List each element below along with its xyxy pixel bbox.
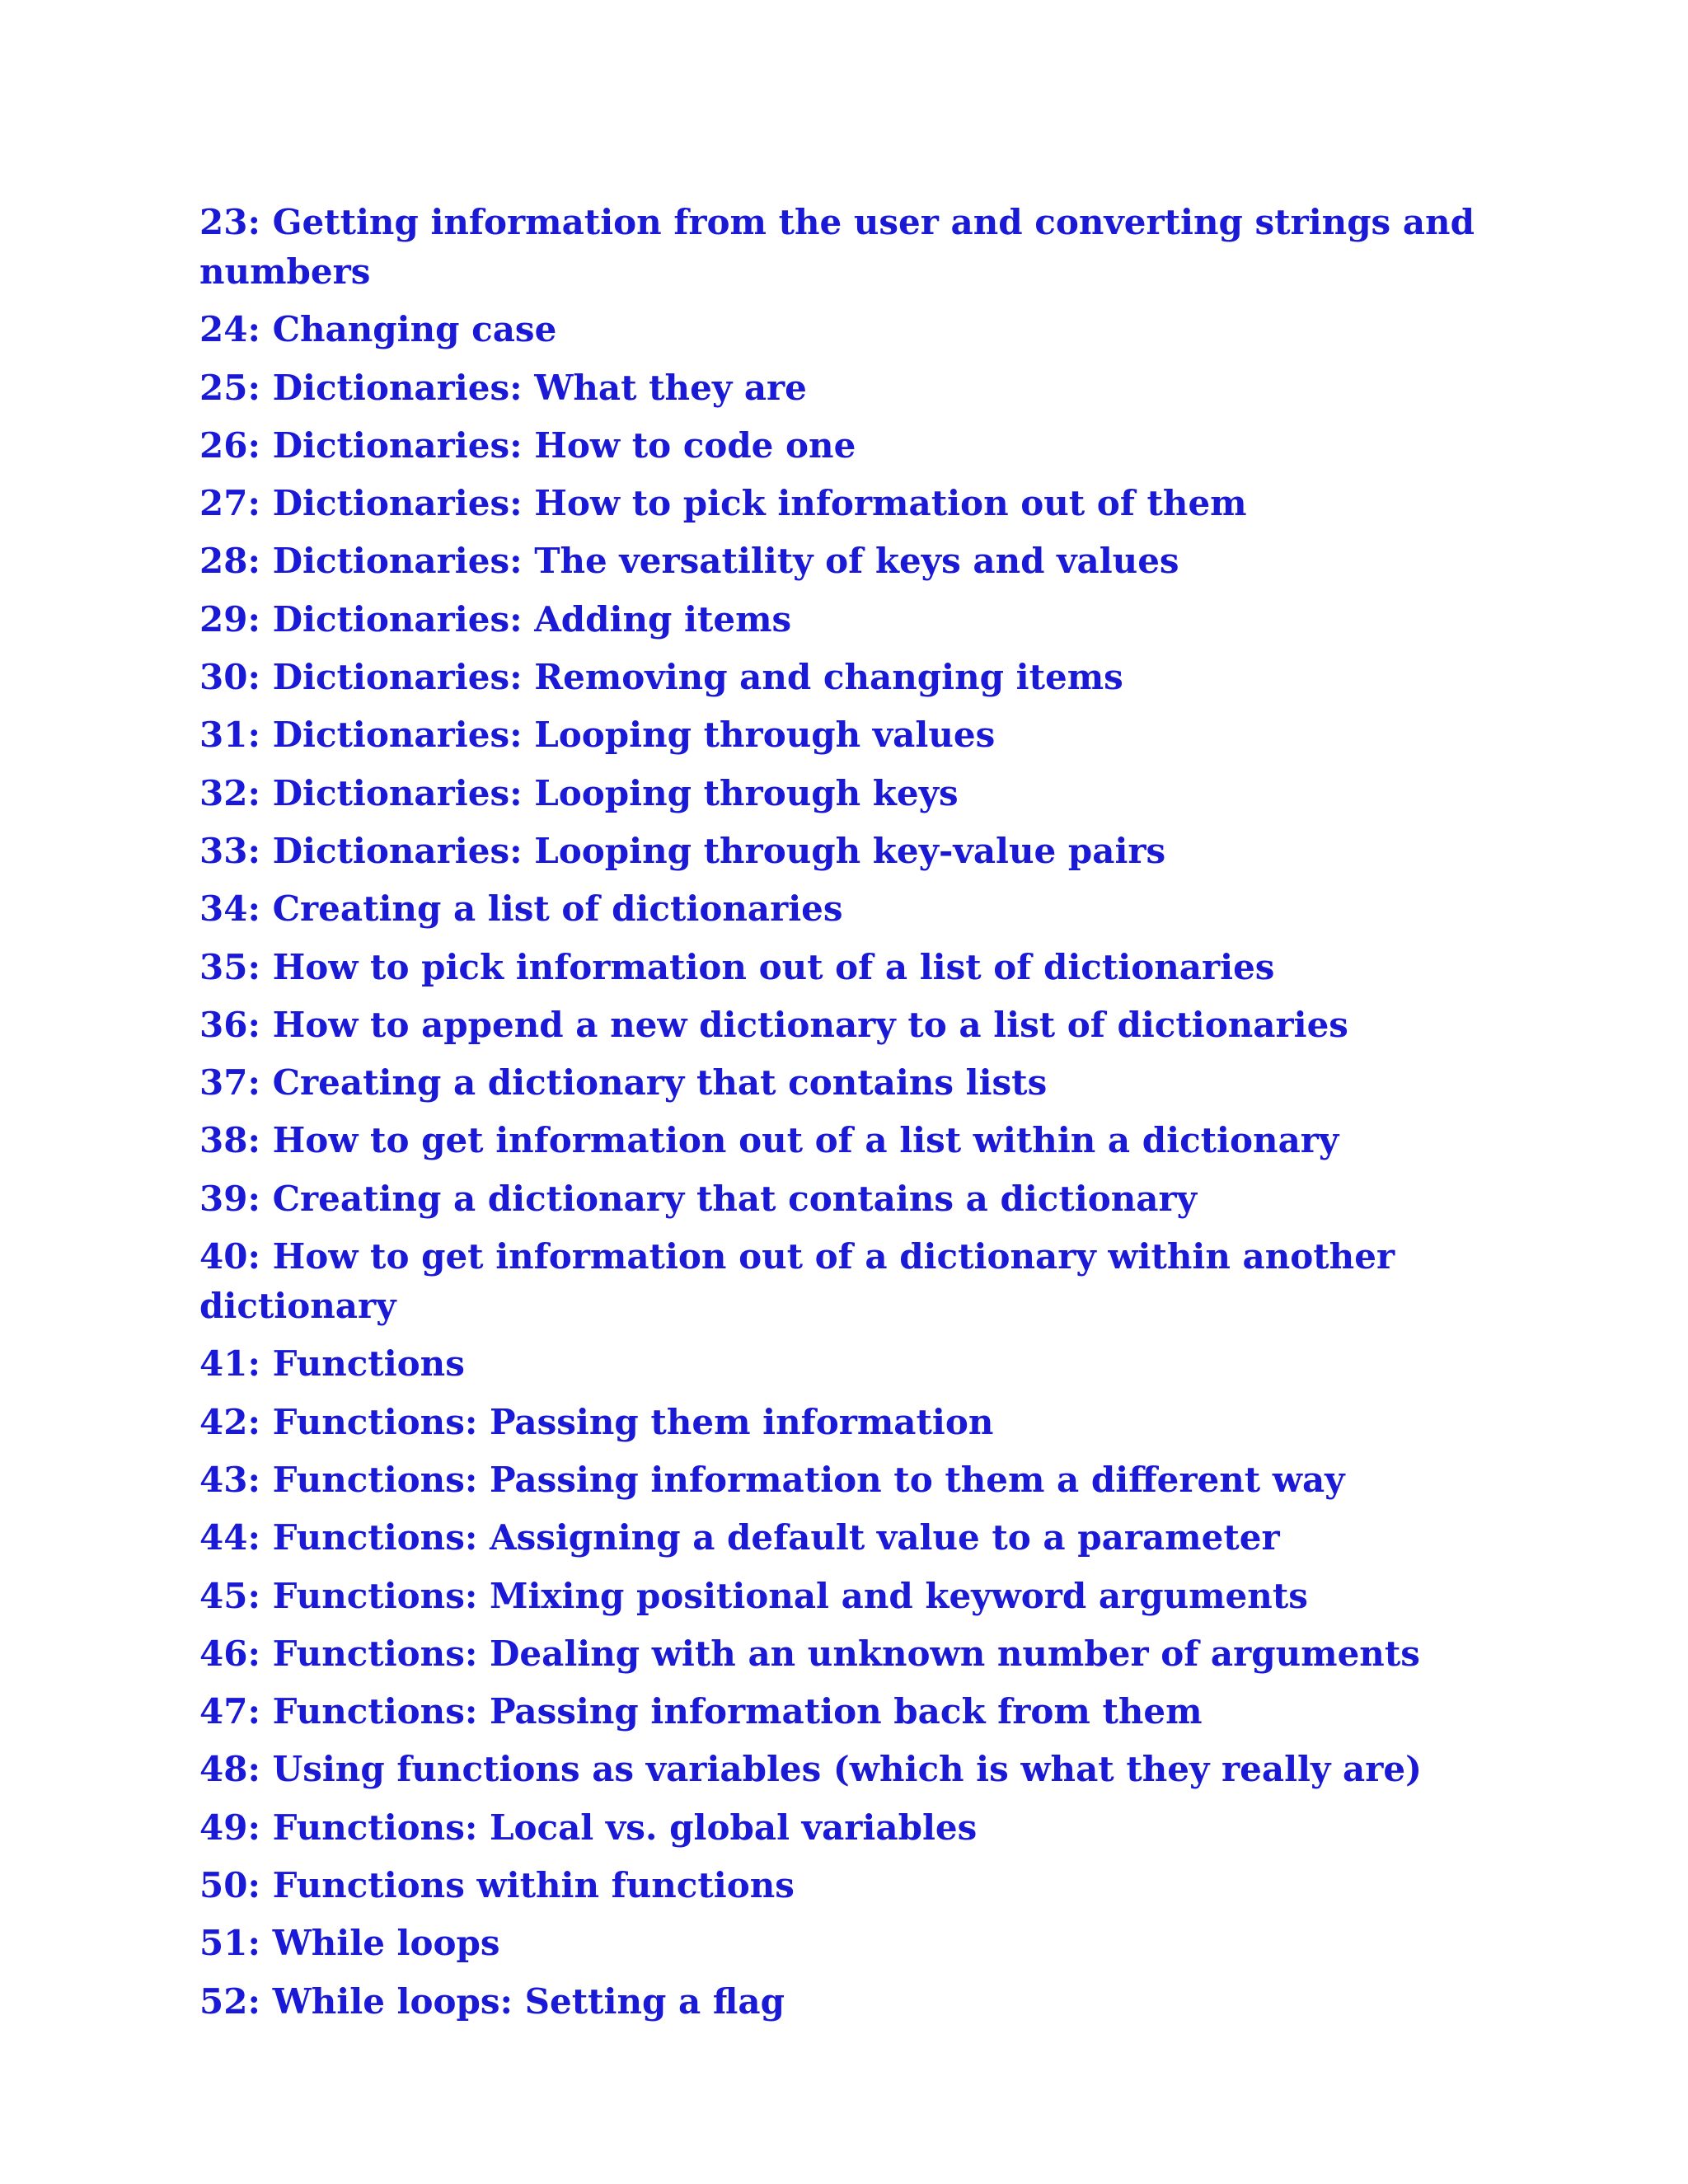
toc-item-45[interactable] [199, 1572, 1502, 1621]
toc-item-27[interactable] [199, 479, 1502, 528]
toc-link[interactable]: 34: Creating a list of dictionaries [199, 888, 843, 930]
toc-link[interactable]: 27: Dictionaries: How to pick information out of them [199, 483, 1247, 524]
toc-link[interactable]: 50: Functions within functions [199, 1865, 795, 1906]
toc-link[interactable]: 29: Dictionaries: Adding items [199, 598, 792, 640]
table-of-contents [199, 198, 1502, 2035]
toc-link[interactable]: 35: How to pick information out of a list of dictionaries [199, 946, 1275, 987]
toc-item-33[interactable] [199, 827, 1502, 876]
toc-item-39[interactable] [199, 1174, 1502, 1224]
toc-link[interactable]: 41: Functions [199, 1343, 465, 1385]
toc-item-37[interactable] [199, 1058, 1502, 1108]
toc-item-32[interactable] [199, 769, 1502, 818]
toc-link[interactable]: 26: Dictionaries: How to code one [199, 424, 856, 466]
toc-item-26[interactable] [199, 421, 1502, 471]
toc-link[interactable]: 49: Functions: Local vs. global variables [199, 1807, 978, 1848]
toc-item-43[interactable] [199, 1455, 1502, 1505]
toc-item-28[interactable] [199, 537, 1502, 586]
toc-item-23[interactable] [199, 198, 1502, 297]
toc-item-52[interactable] [199, 1977, 1502, 2027]
toc-link[interactable]: 25: Dictionaries: What they are [199, 367, 807, 408]
toc-link[interactable]: 42: Functions: Passing them information [199, 1401, 994, 1442]
toc-link[interactable]: 31: Dictionaries: Looping through values [199, 715, 996, 756]
toc-link[interactable]: 32: Dictionaries: Looping through keys [199, 772, 959, 813]
toc-item-29[interactable] [199, 595, 1502, 644]
toc-link[interactable]: 43: Functions: Passing information to them a different way [199, 1459, 1345, 1500]
toc-item-35[interactable] [199, 943, 1502, 992]
toc-link[interactable]: 46: Functions: Dealing with an unknown number of arguments [199, 1633, 1420, 1674]
toc-item-49[interactable] [199, 1803, 1502, 1853]
toc-item-34[interactable] [199, 884, 1502, 934]
toc-item-38[interactable] [199, 1116, 1502, 1165]
toc-link[interactable]: 36: How to append a new dictionary to a list of dictionaries [199, 1004, 1348, 1045]
toc-link[interactable]: 47: Functions: Passing information back from them [199, 1691, 1203, 1732]
toc-link[interactable]: 33: Dictionaries: Looping through key-value pairs [199, 830, 1166, 871]
toc-item-50[interactable] [199, 1861, 1502, 1910]
toc-link[interactable]: 37: Creating a dictionary that contains lists [199, 1062, 1048, 1104]
toc-item-47[interactable] [199, 1687, 1502, 1736]
toc-link[interactable]: 28: Dictionaries: The versatility of keys and values [199, 541, 1179, 582]
toc-link[interactable]: 23: Getting information from the user and converting strings and numbers [199, 202, 1475, 292]
toc-item-46[interactable] [199, 1629, 1502, 1679]
toc-link[interactable]: 44: Functions: Assigning a default value to a parameter [199, 1517, 1280, 1558]
toc-link[interactable]: 30: Dictionaries: Removing and changing items [199, 657, 1123, 698]
toc-item-44[interactable] [199, 1513, 1502, 1563]
toc-item-30[interactable] [199, 653, 1502, 702]
toc-link[interactable]: 51: While loops [199, 1923, 500, 1964]
toc-item-40[interactable] [199, 1232, 1502, 1331]
toc-item-31[interactable] [199, 710, 1502, 760]
toc-link[interactable]: 45: Functions: Mixing positional and keyword arguments [199, 1575, 1308, 1616]
toc-item-25[interactable] [199, 363, 1502, 413]
toc-item-42[interactable] [199, 1398, 1502, 1447]
toc-link[interactable]: 24: Changing case [199, 309, 557, 350]
toc-link[interactable]: 39: Creating a dictionary that contains a dictionary [199, 1178, 1198, 1219]
toc-item-51[interactable] [199, 1919, 1502, 1968]
toc-link[interactable]: 48: Using functions as variables (which is what they really are) [199, 1749, 1422, 1790]
toc-item-48[interactable] [199, 1745, 1502, 1794]
toc-item-36[interactable] [199, 1001, 1502, 1050]
toc-link[interactable]: 52: While loops: Setting a flag [199, 1980, 785, 2022]
toc-link[interactable]: 38: How to get information out of a list within a dictionary [199, 1120, 1339, 1161]
toc-link[interactable]: 40: How to get information out of a dictionary within another dictionary [199, 1236, 1395, 1327]
toc-item-41[interactable] [199, 1339, 1502, 1389]
toc-item-24[interactable] [199, 305, 1502, 354]
